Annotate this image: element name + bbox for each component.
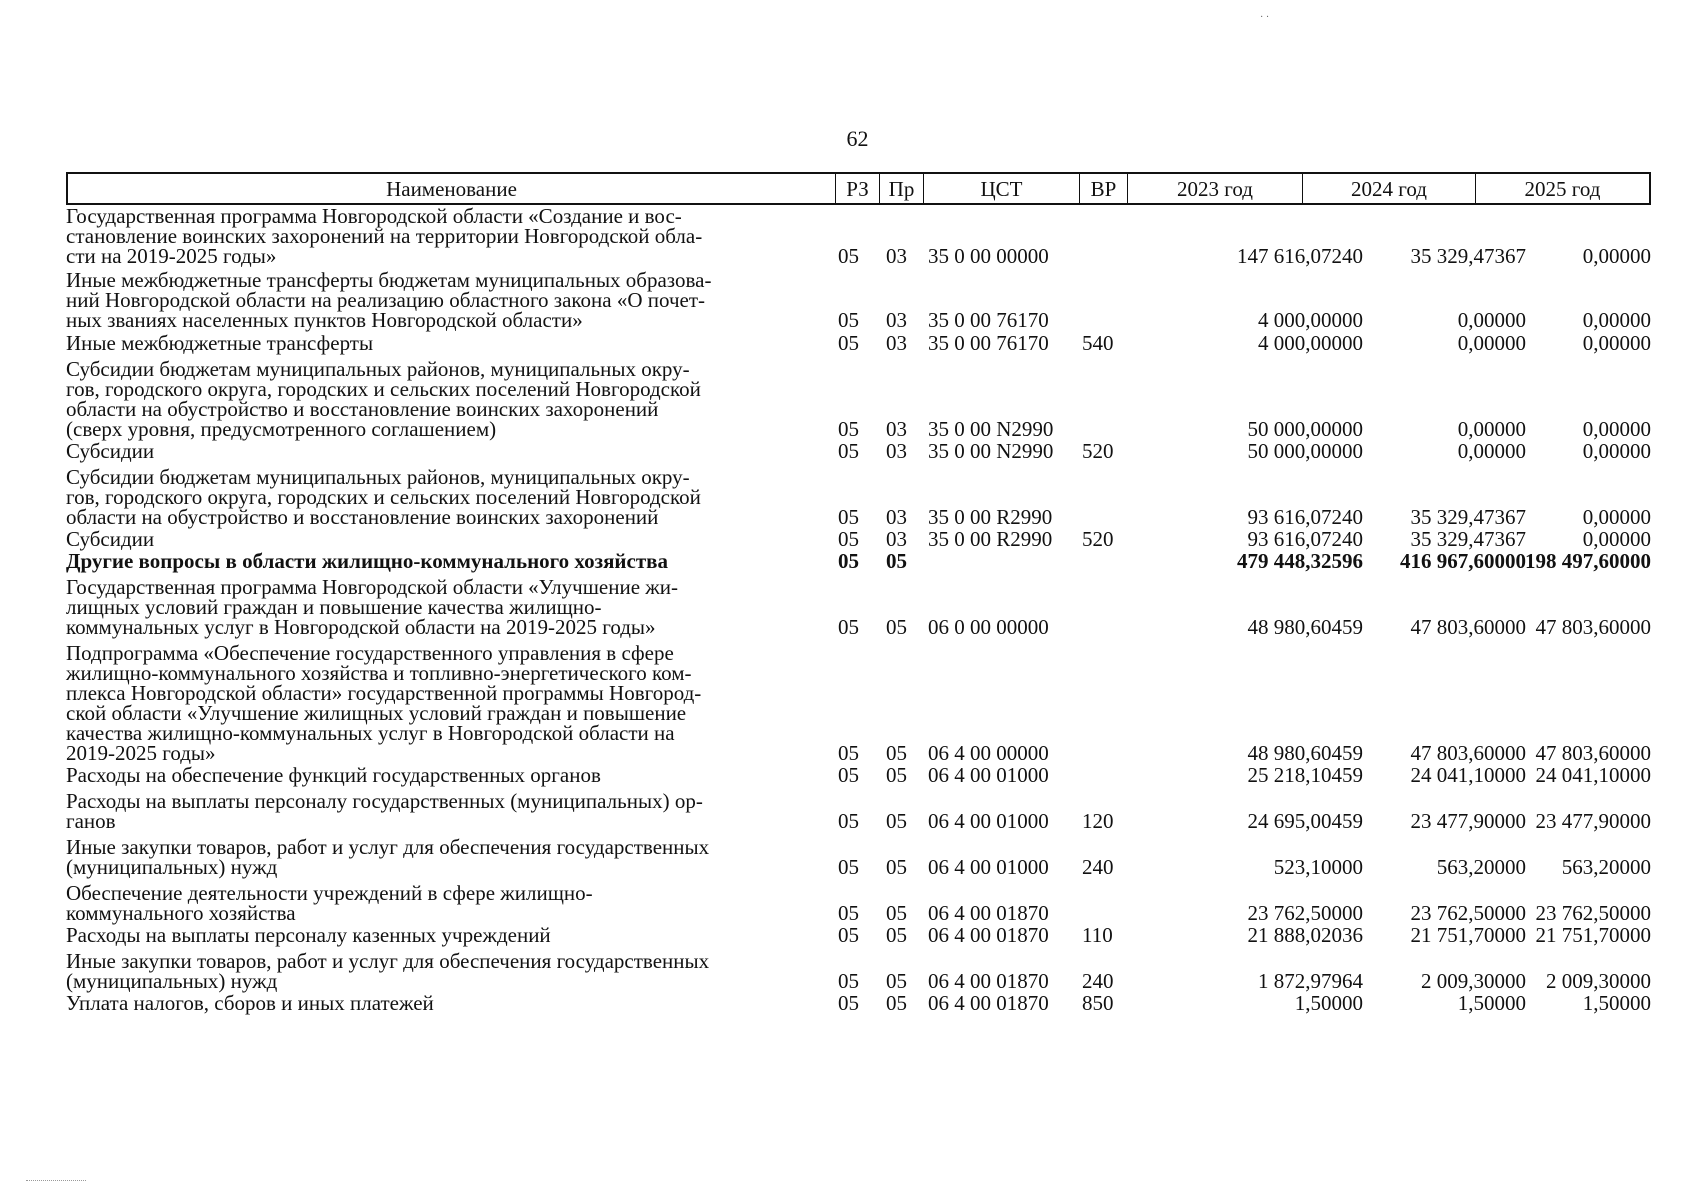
row-pr: 03: [886, 308, 907, 332]
table-row: [66, 643, 1651, 763]
row-pr: 05: [886, 969, 907, 993]
row-cst: 35 0 00 R2990: [928, 505, 1053, 529]
row-name: Государственная программа Новгородской области «Создание и вос- становление воинских захоронений на территории Новгородской обла- сти на 2019-2025 годы»: [66, 204, 703, 268]
row-cst: 35 0 00 N2990: [928, 417, 1054, 441]
row-cst: 06 4 00 01870: [928, 969, 1049, 993]
row-rz: 05: [838, 855, 859, 879]
row-name: Подпрограмма «Обеспечение государственного управления в сфере жилищно-коммунального хозяйства и топливно-энергетического ком- плекса Новгородской области» государственной программы Новгород- ской области «Улучшение жилищных условий граждан и повышение качества жилищно-коммунальных услуг в Новгородской области на 2019-2025 годы»: [66, 641, 702, 765]
row-pr: 05: [886, 923, 907, 947]
row-2023: 23 762,50000: [1247, 901, 1363, 925]
row-rz: 05: [838, 615, 859, 639]
row-pr: 03: [886, 417, 907, 441]
row-2024: 0,00000: [1457, 417, 1526, 441]
row-name: Субсидии бюджетам муниципальных районов, муниципальных окру- гов, городского округа, городских и сельских поселений Новгородской области на обустройство и восстановление воинских захоронений (сверх уровня, предусмотренного соглашением): [66, 357, 701, 441]
row-rz: 05: [838, 439, 859, 463]
row-pr: 05: [886, 741, 907, 765]
table-row: [66, 765, 1651, 785]
table-row: [66, 925, 1651, 945]
header-2024: 2024 год: [1302, 174, 1475, 203]
header-pr: Пр: [879, 174, 923, 203]
row-pr: 03: [886, 331, 907, 355]
row-2023: 4 000,00000: [1258, 331, 1363, 355]
row-pr: 05: [886, 991, 907, 1015]
row-2023: 21 888,02036: [1247, 923, 1363, 947]
row-2024: 35 329,47367: [1410, 527, 1526, 551]
row-2023: 24 695,00459: [1247, 809, 1363, 833]
header-name: Наименование: [386, 177, 517, 201]
row-2025: 0,00000: [1582, 244, 1651, 268]
header-rz: РЗ: [835, 174, 879, 203]
row-rz: 05: [838, 527, 859, 551]
row-cst: 35 0 00 76170: [928, 331, 1049, 355]
row-rz: 05: [838, 331, 859, 355]
row-2024: 0,00000: [1457, 331, 1526, 355]
row-pr: 05: [886, 615, 907, 639]
row-2025: 198 497,60000: [1525, 549, 1651, 573]
row-2025: 0,00000: [1582, 308, 1651, 332]
row-rz: 05: [838, 901, 859, 925]
row-2025: 0,00000: [1582, 417, 1651, 441]
row-2025: 0,00000: [1582, 331, 1651, 355]
table-row: [66, 993, 1651, 1013]
row-name: Другие вопросы в области жилищно-коммунального хозяйства: [66, 549, 669, 573]
row-2025: 0,00000: [1582, 527, 1651, 551]
row-2023: 93 616,07240: [1247, 505, 1363, 529]
row-2025: 563,20000: [1561, 855, 1651, 879]
row-2024: 1,50000: [1457, 991, 1526, 1015]
table-row: [66, 529, 1651, 549]
table-row: [66, 467, 1651, 527]
page-number: 62: [846, 126, 869, 151]
row-2023: 1,50000: [1294, 991, 1363, 1015]
row-pr: 03: [886, 527, 907, 551]
row-2024: 2 009,30000: [1421, 969, 1526, 993]
row-vr: 240: [1082, 969, 1114, 993]
row-2023: 1 872,97964: [1258, 969, 1363, 993]
row-2023: 93 616,07240: [1247, 527, 1363, 551]
row-2024: 416 967,60000: [1400, 549, 1526, 573]
row-2024: 24 041,10000: [1410, 763, 1526, 787]
footer-divider: [26, 1180, 86, 1181]
table-row: [66, 359, 1651, 439]
row-pr: 05: [886, 809, 907, 833]
row-2025: 47 803,60000: [1535, 741, 1651, 765]
row-2023: 50 000,00000: [1247, 417, 1363, 441]
row-2025: 21 751,70000: [1535, 923, 1651, 947]
row-vr: 120: [1082, 809, 1114, 833]
row-name: Иные закупки товаров, работ и услуг для обеспечения государственных (муниципальных) нужд: [66, 835, 710, 879]
table-row: [66, 791, 1651, 831]
row-rz: 05: [838, 991, 859, 1015]
row-rz: 05: [838, 244, 859, 268]
table-row: [66, 837, 1651, 877]
row-cst: 06 4 00 01870: [928, 991, 1049, 1015]
row-cst: 06 4 00 00000: [928, 741, 1049, 765]
row-cst: 06 4 00 01870: [928, 923, 1049, 947]
row-vr: 520: [1082, 527, 1114, 551]
row-name: Субсидии бюджетам муниципальных районов, муниципальных окру- гов, городского округа, городских и сельских поселений Новгородской области на обустройство и восстановление воинских захоронений: [66, 465, 701, 529]
table-row: [66, 441, 1651, 461]
row-2025: 0,00000: [1582, 505, 1651, 529]
row-2023: 48 980,60459: [1247, 615, 1363, 639]
row-rz: 05: [838, 923, 859, 947]
row-2025: 47 803,60000: [1535, 615, 1651, 639]
row-cst: 35 0 00 N2990: [928, 439, 1054, 463]
row-cst: 35 0 00 76170: [928, 308, 1049, 332]
table-row: [66, 270, 1651, 330]
row-2024: 23 762,50000: [1410, 901, 1526, 925]
row-2024: 35 329,47367: [1410, 505, 1526, 529]
row-name: Обеспечение деятельности учреждений в сфере жилищно- коммунального хозяйства: [66, 881, 593, 925]
row-2024: 47 803,60000: [1410, 615, 1526, 639]
row-rz: 05: [838, 308, 859, 332]
row-name: Иные закупки товаров, работ и услуг для обеспечения государственных (муниципальных) нужд: [66, 949, 710, 993]
row-vr: 850: [1082, 991, 1114, 1015]
row-rz: 05: [838, 505, 859, 529]
row-2024: 21 751,70000: [1410, 923, 1526, 947]
row-name: Расходы на выплаты персоналу казенных учреждений: [66, 923, 551, 947]
header-2023: 2023 год: [1127, 174, 1302, 203]
row-name: Уплата налогов, сборов и иных платежей: [66, 991, 434, 1015]
row-name: Расходы на выплаты персоналу государственных (муниципальных) ор- ганов: [66, 789, 703, 833]
row-2025: 24 041,10000: [1535, 763, 1651, 787]
row-pr: 05: [886, 855, 907, 879]
scan-speck: · ·: [1260, 12, 1270, 23]
row-2023: 25 218,10459: [1247, 763, 1363, 787]
row-2023: 147 616,07240: [1237, 244, 1363, 268]
row-pr: 05: [886, 549, 907, 573]
row-2024: 47 803,60000: [1410, 741, 1526, 765]
row-pr: 03: [886, 439, 907, 463]
table-body: [66, 206, 1651, 1013]
table-row: [66, 206, 1651, 266]
header-2025: 2025 год: [1475, 174, 1649, 203]
row-2025: 23 477,90000: [1535, 809, 1651, 833]
header-vr: ВР: [1079, 174, 1127, 203]
row-name: Иные межбюджетные трансферты: [66, 331, 374, 355]
table-row: [66, 951, 1651, 991]
row-cst: 06 4 00 01000: [928, 809, 1049, 833]
row-2024: 563,20000: [1436, 855, 1526, 879]
row-rz: 05: [838, 417, 859, 441]
row-2025: 2 009,30000: [1546, 969, 1651, 993]
row-2024: 0,00000: [1457, 308, 1526, 332]
row-rz: 05: [838, 763, 859, 787]
row-vr: 240: [1082, 855, 1114, 879]
row-pr: 05: [886, 901, 907, 925]
row-cst: 35 0 00 00000: [928, 244, 1049, 268]
table-row: [66, 883, 1651, 923]
table-row: [66, 551, 1651, 571]
header-cst: ЦСТ: [923, 174, 1079, 203]
table-row: [66, 333, 1651, 353]
row-cst: 06 4 00 01000: [928, 763, 1049, 787]
row-2024: 23 477,90000: [1410, 809, 1526, 833]
row-name: Расходы на обеспечение функций государственных органов: [66, 763, 601, 787]
table-header: [66, 172, 1651, 205]
row-2025: 23 762,50000: [1535, 901, 1651, 925]
row-cst: 35 0 00 R2990: [928, 527, 1053, 551]
row-pr: 05: [886, 763, 907, 787]
row-rz: 05: [838, 809, 859, 833]
row-2024: 35 329,47367: [1410, 244, 1526, 268]
row-vr: 520: [1082, 439, 1114, 463]
row-vr: 110: [1082, 923, 1113, 947]
row-2024: 0,00000: [1457, 439, 1526, 463]
row-rz: 05: [838, 549, 859, 573]
row-name: Иные межбюджетные трансферты бюджетам муниципальных образова- ний Новгородской области на реализацию областного закона «О почет- ных званиях населенных пунктов Новгородской области»: [66, 268, 712, 332]
row-cst: 06 4 00 01000: [928, 855, 1049, 879]
row-pr: 03: [886, 244, 907, 268]
row-rz: 05: [838, 969, 859, 993]
row-2023: 50 000,00000: [1247, 439, 1363, 463]
row-2025: 1,50000: [1582, 991, 1651, 1015]
row-2025: 0,00000: [1582, 439, 1651, 463]
row-name: Государственная программа Новгородской области «Улучшение жи- лищных условий граждан и повышение качества жилищно- коммунальных услуг в Новгородской области на 2019-2025 годы»: [66, 575, 679, 639]
row-rz: 05: [838, 741, 859, 765]
row-2023: 479 448,32596: [1237, 549, 1363, 573]
row-2023: 523,10000: [1273, 855, 1363, 879]
row-pr: 03: [886, 505, 907, 529]
row-2023: 48 980,60459: [1247, 741, 1363, 765]
row-cst: 06 4 00 01870: [928, 901, 1049, 925]
row-cst: 06 0 00 00000: [928, 615, 1049, 639]
row-2023: 4 000,00000: [1258, 308, 1363, 332]
table-row: [66, 577, 1651, 637]
row-name: Субсидии: [66, 439, 155, 463]
row-name: Субсидии: [66, 527, 155, 551]
row-vr: 540: [1082, 331, 1114, 355]
